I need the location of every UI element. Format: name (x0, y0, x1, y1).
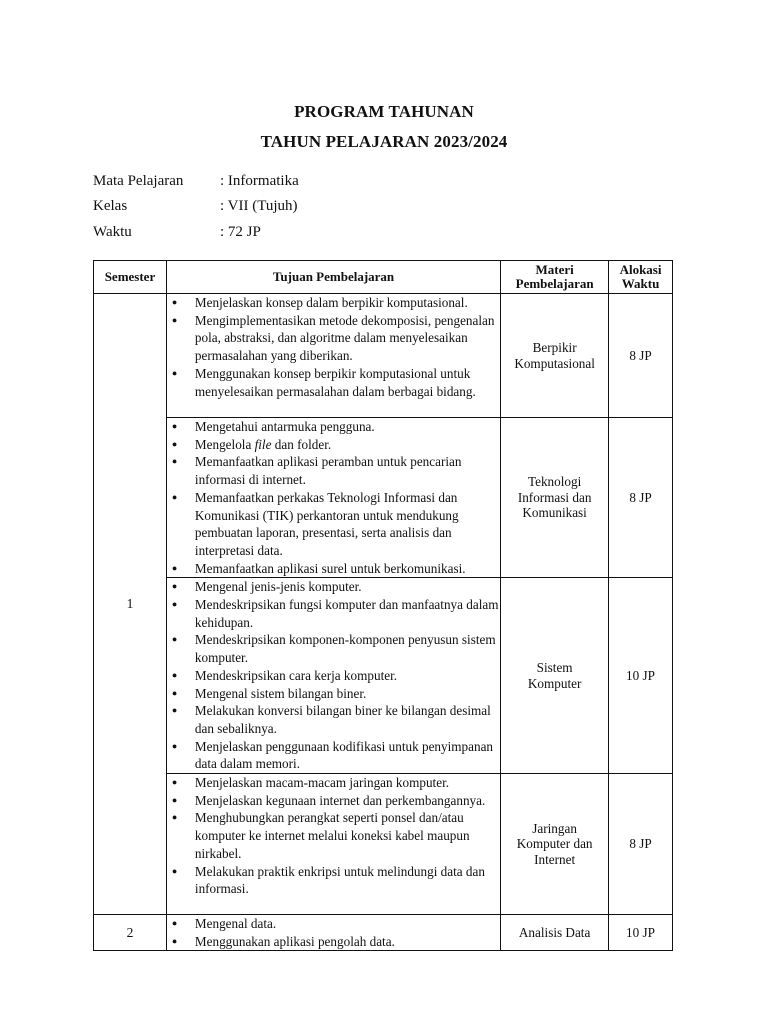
tujuan-item: ● Memanfaatkan perkakas Teknologi Informasi dan Komunikasi (TIK) perkantoran untuk mendukung pembuatan laporan, presentasi, serta analisis dan interpretasi data. (167, 489, 500, 560)
tujuan-list (167, 774, 500, 898)
materi-cell (501, 418, 609, 578)
tujuan-item: ● Mengimplementasikan metode dekomposisi, pengenalan pola, abstraksi, dan algoritme dalam menyelesaikan permasalahan yang diberikan. (167, 312, 500, 365)
tujuan-cell (166, 915, 500, 951)
table-row (94, 294, 673, 418)
table-row (94, 915, 673, 951)
alokasi-cell: 8 JP (609, 774, 673, 915)
info-label: Mata Pelajaran (93, 173, 184, 189)
tujuan-list (167, 578, 500, 773)
program-table (93, 260, 673, 951)
info-value: : Informatika (220, 173, 299, 189)
tujuan-item: ● Mengetahui antarmuka pengguna. (167, 418, 500, 436)
tujuan-item: ● Mengenal sistem bilangan biner. (167, 685, 500, 703)
alokasi-cell: 8 JP (609, 294, 673, 418)
materi-cell (501, 915, 609, 951)
tujuan-item: ● Melakukan praktik enkripsi untuk melindungi data dan informasi. (167, 863, 500, 898)
materi-cell (501, 774, 609, 915)
emphasis-text: file (254, 436, 272, 452)
alokasi-cell: 8 JP (609, 418, 673, 578)
materi-text: Jaringan Komputer dan Internet (516, 820, 593, 867)
tujuan-item: ● Memanfaatkan aplikasi peramban untuk pencarian informasi di internet. (167, 453, 500, 488)
header-semester: Semester (94, 261, 167, 294)
materi-text: Teknologi Informasi dan Komunikasi (517, 474, 592, 521)
document-title: PROGRAM TAHUNAN (294, 102, 474, 121)
tujuan-item: ● Menjelaskan macam-macam jaringan komputer. (167, 774, 500, 792)
tujuan-item: ● Menggunakan konsep berpikir komputasional untuk menyelesaikan permasalahan dalam berbagai bidang. (167, 365, 500, 400)
tujuan-item: ● Mengelola file dan folder. (167, 436, 500, 454)
tujuan-item: ● Menjelaskan kegunaan internet dan perkembangannya. (167, 792, 500, 810)
header-alokasi: Alokasi Waktu (609, 261, 673, 294)
tujuan-cell (166, 418, 500, 578)
tujuan-list (167, 915, 500, 950)
alokasi-cell: 10 JP (609, 915, 673, 951)
tujuan-item: ● Mengenal jenis-jenis komputer. (167, 578, 500, 596)
materi-text: Analisis Data (518, 925, 591, 941)
tujuan-item: ● Mendeskripsikan cara kerja komputer. (167, 667, 500, 685)
materi-cell (501, 294, 609, 418)
document-subtitle: TAHUN PELAJARAN 2023/2024 (260, 132, 508, 151)
table-row (94, 578, 673, 774)
tujuan-item: ● Menjelaskan penggunaan kodifikasi untuk penyimpanan data dalam memori. (167, 738, 500, 773)
table-body (94, 294, 673, 951)
materi-cell (501, 578, 609, 774)
tujuan-list (167, 294, 500, 400)
tujuan-item: ● Menghubungkan perangkat seperti ponsel dan/atau komputer ke internet melalui koneksi kabel maupun nirkabel. (167, 809, 500, 862)
tujuan-item: ● Melakukan konversi bilangan biner ke bilangan desimal dan sebaliknya. (167, 702, 500, 737)
info-label: Kelas (93, 198, 128, 214)
tujuan-item: ● Mendeskripsikan fungsi komputer dan manfaatnya dalam kehidupan. (167, 596, 500, 631)
tujuan-cell (166, 294, 500, 418)
tujuan-list (167, 418, 500, 577)
materi-text: Berpikir Komputasional (514, 340, 595, 371)
tujuan-cell (166, 774, 500, 915)
header-tujuan: Tujuan Pembelajaran (166, 261, 500, 294)
semester-cell: 2 (94, 915, 167, 951)
table-row (94, 418, 673, 578)
info-value: : VII (Tujuh) (220, 198, 298, 214)
alokasi-cell: 10 JP (609, 578, 673, 774)
table-header-row (94, 261, 673, 294)
tujuan-item: ● Menjelaskan konsep dalam berpikir komputasional. (167, 294, 500, 312)
info-label: Waktu (93, 224, 132, 240)
tujuan-item: ● Menggunakan aplikasi pengolah data. (167, 933, 500, 951)
materi-text: Sistem Komputer (527, 660, 582, 691)
table-row (94, 774, 673, 915)
tujuan-item: ● Mendeskripsikan komponen-komponen penyusun sistem komputer. (167, 631, 500, 666)
tujuan-item: ● Mengenal data. (167, 915, 500, 933)
semester-cell: 1 (94, 294, 167, 915)
tujuan-item: ● Memanfaatkan aplikasi surel untuk berkomunikasi. (167, 560, 500, 578)
tujuan-cell (166, 578, 500, 774)
header-materi: Materi Pembelajaran (501, 261, 609, 294)
info-value: : 72 JP (220, 224, 261, 240)
